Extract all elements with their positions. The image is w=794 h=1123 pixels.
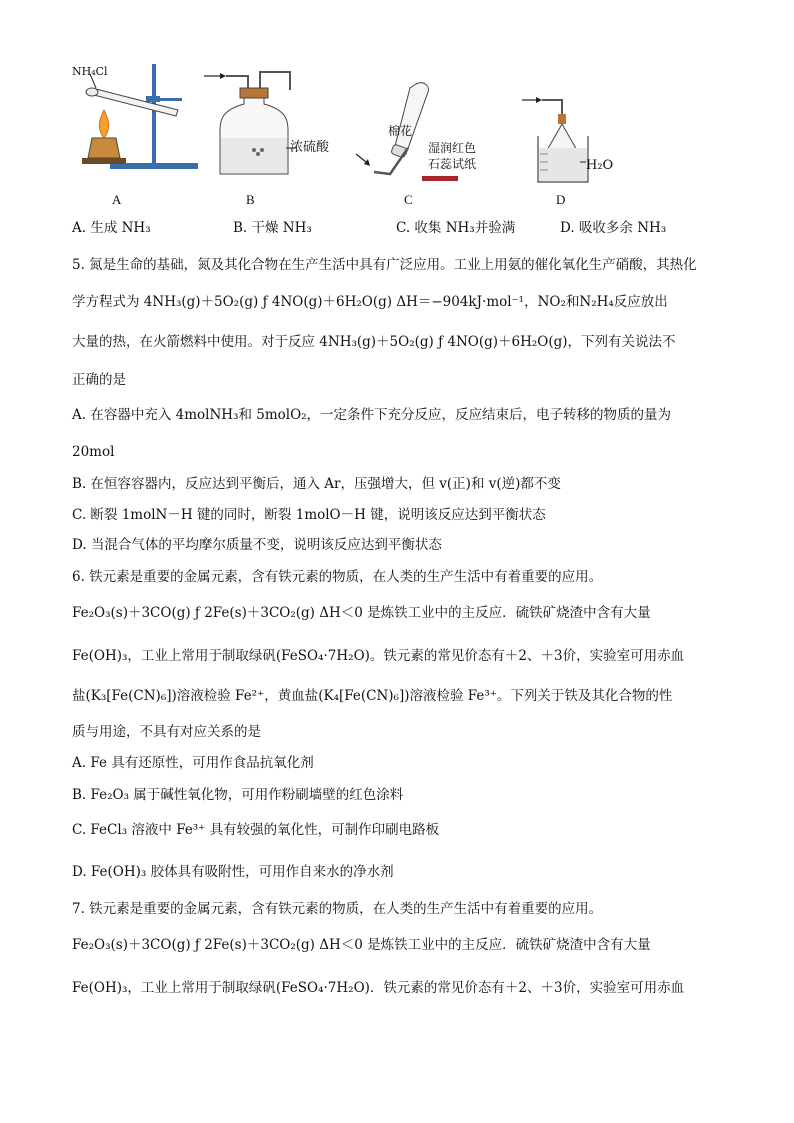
q6-option-c: C. FeCl₃ 溶液中 Fe³⁺ 具有较强的氧化性，可制作印刷电路板 — [72, 822, 440, 838]
q5-option-c: C. 断裂 1molN－H 键的同时，断裂 1molO－H 键，说明该反应达到平衡状态 — [72, 507, 546, 523]
option-b: B. 干燥 NH₃ — [233, 220, 312, 236]
option-c: C. 收集 NH₃并验满 — [396, 220, 516, 236]
nh4cl-label: NH₄Cl — [72, 65, 108, 78]
q6-stem-line-2: Fe₂O₃(s)＋3CO(g) ƒ 2Fe(s)＋3CO₂(g) ΔH＜0 是炼铁工业中的主反应．硫铁矿烧渣中含有大量 — [72, 605, 651, 621]
q6-option-a: A. Fe 具有还原性，可用作食品抗氧化剂 — [72, 755, 314, 771]
litmus-label-2: 石蕊试纸 — [428, 157, 477, 171]
q6-option-d: D. Fe(OH)₃ 胶体具有吸附性，可用作自来水的净水剂 — [72, 864, 394, 880]
q5-stem-line-4: 正确的是 — [72, 372, 126, 388]
q6-stem-line-4: 盐(K₃[Fe(CN)₆])溶液检验 Fe²⁺，黄血盐(K₄[Fe(CN)₆])溶液检验 Fe³⁺。下列关于铁及其化合物的性 — [72, 688, 673, 704]
q7-stem-line-2: Fe₂O₃(s)＋3CO(g) ƒ 2Fe(s)＋3CO₂(g) ΔH＜0 是炼铁工业中的主反应．硫铁矿烧渣中含有大量 — [72, 937, 651, 953]
q7-stem-line-3: Fe(OH)₃，工业上常用于制取绿矾(FeSO₄·7H₂O)．铁元素的常见价态有＋2、＋3价，实验室可用赤血 — [72, 980, 685, 996]
option-a: A. 生成 NH₃ — [72, 220, 151, 236]
q5-option-a-cont: 20mol — [72, 444, 115, 460]
q5-stem-line-3: 大量的热，在火箭燃料中使用。对于反应 4NH₃(g)＋5O₂(g) ƒ 4NO(g)＋6H₂O(g)，下列有关说法不 — [72, 334, 676, 350]
q6-stem-line-1: 6. 铁元素是重要的金属元素，含有铁元素的物质，在人类的生产生活中有着重要的应用。 — [72, 569, 603, 585]
water-label: H₂O — [586, 158, 614, 173]
q5-stem-line-2: 学方程式为 4NH₃(g)＋5O₂(g) ƒ 4NO(g)＋6H₂O(g) ΔH＝−904kJ·mol⁻¹，NO₂和N₂H₄反应放出 — [72, 294, 668, 310]
figure-label-b: B — [246, 192, 255, 207]
apparatus-b-figure — [200, 66, 310, 186]
option-d: D. 吸收多余 NH₃ — [560, 220, 667, 236]
cotton-label: 棉花 — [388, 124, 413, 138]
q5-option-a: A. 在容器中充入 4molNH₃和 5molO₂，一定条件下充分反应，反应结束后，电子转移的物质的量为 — [72, 407, 672, 423]
figure-label-d: D — [556, 192, 566, 207]
q6-option-b: B. Fe₂O₃ 属于碱性氧化物，可用作粉刷墙壁的红色涂料 — [72, 787, 404, 803]
figure-label-a: A — [112, 192, 122, 207]
sulfuric-acid-label: 浓硫酸 — [290, 140, 330, 155]
q5-stem-line-1: 5. 氮是生命的基础，氮及其化合物在生产生活中具有广泛应用。工业上用氨的催化氧化生产硝酸，其热化 — [72, 257, 697, 273]
q7-stem-line-1: 7. 铁元素是重要的金属元素，含有铁元素的物质，在人类的生产生活中有着重要的应用。 — [72, 901, 603, 917]
q6-stem-line-3: Fe(OH)₃，工业上常用于制取绿矾(FeSO₄·7H₂O)。铁元素的常见价态有＋2、＋3价，实验室可用赤血 — [72, 648, 685, 664]
litmus-label-1: 湿润红色 — [428, 141, 477, 155]
q5-option-d: D. 当混合气体的平均摩尔质量不变，说明该反应达到平衡状态 — [72, 537, 442, 553]
figure-label-c: C — [404, 192, 413, 207]
q6-stem-line-5: 质与用途，不具有对应关系的是 — [72, 724, 261, 740]
q5-option-b: B. 在恒容容器内，反应达到平衡后，通入 Ar，压强增大，但 v(正)和 v(逆)都不变 — [72, 476, 561, 492]
